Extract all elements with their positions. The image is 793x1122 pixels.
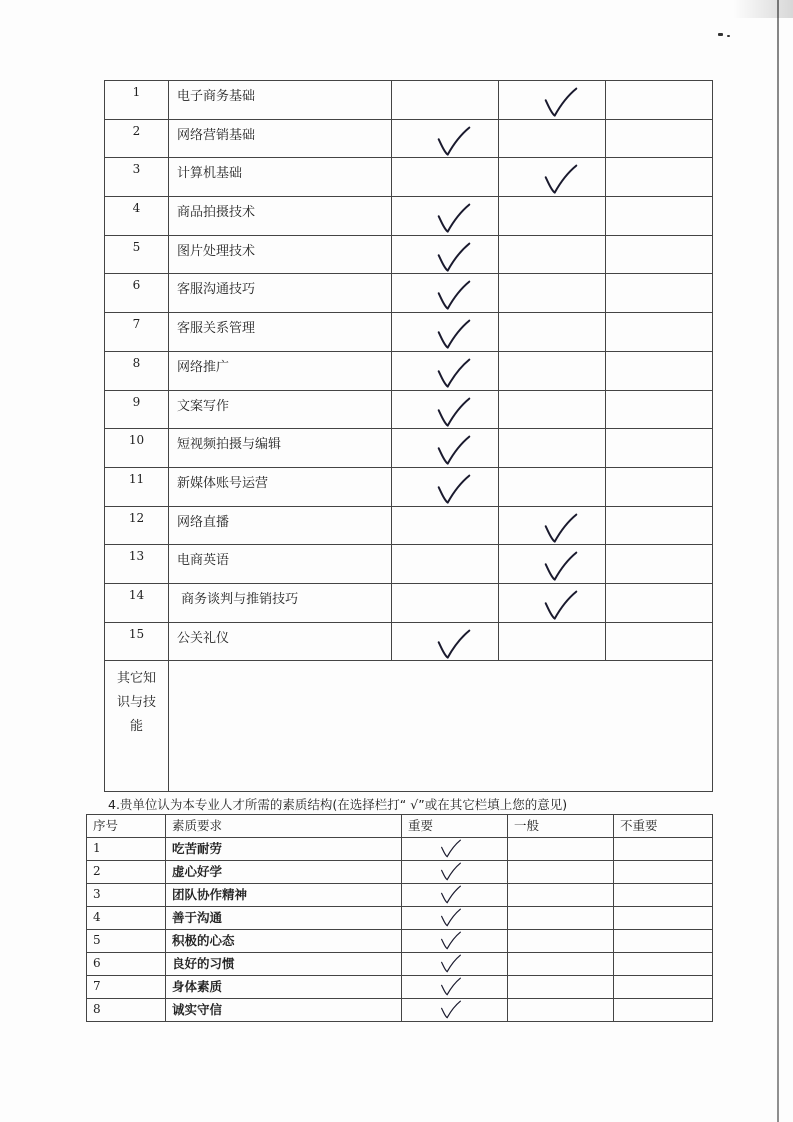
row-number: 4 <box>87 907 166 930</box>
table-row <box>105 390 713 429</box>
row-number: 10 <box>105 429 169 468</box>
row-number: 6 <box>105 274 169 313</box>
other-knowledge-row <box>105 661 713 792</box>
general-cell[interactable] <box>508 884 614 907</box>
table-row <box>87 999 713 1022</box>
not-important-cell[interactable] <box>606 197 713 236</box>
quality-name: 善于沟通 <box>166 907 402 930</box>
checkmark-icon <box>436 317 472 353</box>
row-number: 4 <box>105 197 169 236</box>
scan-speck <box>718 33 723 36</box>
important-cell[interactable] <box>402 976 508 999</box>
important-cell[interactable] <box>402 838 508 861</box>
row-number: 2 <box>105 119 169 158</box>
course-name: 图片处理技术 <box>169 235 392 274</box>
general-cell[interactable] <box>499 235 606 274</box>
course-name: 短视频拍摄与编辑 <box>169 429 392 468</box>
quality-structure-table <box>86 814 713 1022</box>
important-cell[interactable] <box>402 930 508 953</box>
general-cell[interactable] <box>499 81 606 120</box>
course-name: 公关礼仪 <box>169 622 392 661</box>
other-label-line: 能 <box>129 719 143 735</box>
not-important-cell[interactable] <box>606 506 713 545</box>
general-cell[interactable] <box>499 351 606 390</box>
important-cell[interactable] <box>392 119 499 158</box>
knowledge-skills-table <box>104 80 713 792</box>
course-name: 客服沟通技巧 <box>169 274 392 313</box>
row-number: 11 <box>105 467 169 506</box>
row-number: 6 <box>87 953 166 976</box>
important-cell[interactable] <box>392 313 499 352</box>
table-row <box>105 81 713 120</box>
general-cell[interactable] <box>499 583 606 622</box>
header-important: 重要 <box>402 815 508 838</box>
table-row <box>87 884 713 907</box>
quality-name: 良好的习惯 <box>166 953 402 976</box>
important-cell[interactable] <box>392 274 499 313</box>
checkmark-icon <box>436 124 472 160</box>
not-important-cell[interactable] <box>606 429 713 468</box>
course-name: 电子商务基础 <box>169 81 392 120</box>
other-label-line: 识与技 <box>116 695 156 711</box>
not-important-cell[interactable] <box>606 274 713 313</box>
important-cell[interactable] <box>402 884 508 907</box>
checkmark-icon <box>440 884 462 906</box>
important-cell[interactable] <box>402 907 508 930</box>
quality-name: 诚实守信 <box>166 999 402 1022</box>
table-row <box>105 274 713 313</box>
checkmark-icon <box>543 511 579 547</box>
not-important-cell[interactable] <box>614 953 713 976</box>
other-knowledge-label <box>105 661 169 792</box>
not-important-cell[interactable] <box>614 884 713 907</box>
general-cell[interactable] <box>508 976 614 999</box>
quality-name: 吃苦耐劳 <box>166 838 402 861</box>
row-number: 13 <box>105 545 169 584</box>
checkmark-icon <box>440 907 462 929</box>
not-important-cell[interactable] <box>606 545 713 584</box>
checkmark-icon <box>436 356 472 392</box>
course-name: 商务谈判与推销技巧 <box>169 583 392 622</box>
checkmark-icon <box>440 999 462 1021</box>
important-cell[interactable] <box>392 158 499 197</box>
important-cell[interactable] <box>392 235 499 274</box>
important-cell[interactable] <box>402 953 508 976</box>
important-cell[interactable] <box>392 197 499 236</box>
important-cell[interactable] <box>392 429 499 468</box>
general-cell[interactable] <box>508 907 614 930</box>
table-row <box>105 313 713 352</box>
checkmark-icon <box>440 930 462 952</box>
row-number: 5 <box>105 235 169 274</box>
checkmark-icon <box>543 162 579 198</box>
important-cell[interactable] <box>392 81 499 120</box>
table-row <box>87 907 713 930</box>
not-important-cell[interactable] <box>606 81 713 120</box>
not-important-cell[interactable] <box>606 467 713 506</box>
checkmark-icon <box>440 976 462 998</box>
important-cell[interactable] <box>392 545 499 584</box>
row-number: 7 <box>105 313 169 352</box>
row-number: 3 <box>87 884 166 907</box>
table-row <box>105 158 713 197</box>
scan-shadow <box>733 0 793 18</box>
general-cell[interactable] <box>508 861 614 884</box>
table-row <box>105 506 713 545</box>
other-label-line: 其它知 <box>116 671 156 687</box>
course-name: 网络营销基础 <box>169 119 392 158</box>
checkmark-icon <box>436 472 472 508</box>
table-row <box>105 622 713 661</box>
table-row <box>105 235 713 274</box>
checkmark-icon <box>436 627 472 663</box>
quality-name: 虚心好学 <box>166 861 402 884</box>
not-important-cell[interactable] <box>606 235 713 274</box>
course-name: 文案写作 <box>169 390 392 429</box>
checkmark-icon <box>440 861 462 883</box>
general-cell[interactable] <box>508 953 614 976</box>
not-important-cell[interactable] <box>606 351 713 390</box>
row-number: 12 <box>105 506 169 545</box>
table-row <box>105 197 713 236</box>
table-row <box>105 429 713 468</box>
table-row <box>87 838 713 861</box>
general-cell[interactable] <box>508 930 614 953</box>
general-cell[interactable] <box>499 467 606 506</box>
not-important-cell[interactable] <box>606 390 713 429</box>
important-cell[interactable] <box>392 622 499 661</box>
table-row <box>105 119 713 158</box>
table-header-row <box>87 815 713 838</box>
general-cell[interactable] <box>499 429 606 468</box>
general-cell[interactable] <box>508 999 614 1022</box>
not-important-cell[interactable] <box>606 583 713 622</box>
important-cell[interactable] <box>392 390 499 429</box>
row-number: 8 <box>87 999 166 1022</box>
quality-name: 身体素质 <box>166 976 402 999</box>
table-row <box>87 976 713 999</box>
important-cell[interactable] <box>392 506 499 545</box>
header-num: 序号 <box>87 815 166 838</box>
table-row <box>87 953 713 976</box>
not-important-cell[interactable] <box>606 158 713 197</box>
course-name: 网络推广 <box>169 351 392 390</box>
course-name: 新媒体账号运营 <box>169 467 392 506</box>
not-important-cell[interactable] <box>614 976 713 999</box>
checkmark-icon <box>436 433 472 469</box>
table-row <box>105 351 713 390</box>
important-cell[interactable] <box>392 583 499 622</box>
row-number: 7 <box>87 976 166 999</box>
section-4-title: 4.贵单位认为本专业人才所需的素质结构(在选择栏打“ √”或在其它栏填上您的意见) <box>108 797 568 812</box>
table-row <box>105 583 713 622</box>
row-number: 3 <box>105 158 169 197</box>
scan-speck <box>727 35 730 37</box>
course-name: 商品拍摄技术 <box>169 197 392 236</box>
course-name: 客服关系管理 <box>169 313 392 352</box>
header-not-important: 不重要 <box>614 815 713 838</box>
not-important-cell[interactable] <box>614 907 713 930</box>
general-cell[interactable] <box>499 506 606 545</box>
important-cell[interactable] <box>392 467 499 506</box>
row-number: 2 <box>87 861 166 884</box>
general-cell[interactable] <box>499 622 606 661</box>
general-cell[interactable] <box>499 197 606 236</box>
checkmark-icon <box>436 395 472 431</box>
quality-name: 积极的心态 <box>166 930 402 953</box>
row-number: 15 <box>105 622 169 661</box>
knowledge-skills-body <box>105 81 713 792</box>
header-general: 一般 <box>508 815 614 838</box>
not-important-cell[interactable] <box>606 313 713 352</box>
course-name: 网络直播 <box>169 506 392 545</box>
not-important-cell[interactable] <box>614 999 713 1022</box>
not-important-cell[interactable] <box>606 119 713 158</box>
important-cell[interactable] <box>392 351 499 390</box>
checkmark-icon <box>543 588 579 624</box>
quality-name: 团队协作精神 <box>166 884 402 907</box>
row-number: 1 <box>105 81 169 120</box>
row-number: 8 <box>105 351 169 390</box>
course-name: 计算机基础 <box>169 158 392 197</box>
not-important-cell[interactable] <box>606 622 713 661</box>
general-cell[interactable] <box>499 313 606 352</box>
table-row <box>87 930 713 953</box>
header-quality: 素质要求 <box>166 815 402 838</box>
scan-edge <box>777 0 779 1122</box>
important-cell[interactable] <box>402 861 508 884</box>
checkmark-icon <box>436 240 472 276</box>
other-knowledge-input[interactable] <box>169 661 713 792</box>
row-number: 1 <box>87 838 166 861</box>
table-row <box>105 545 713 584</box>
checkmark-icon <box>543 549 579 585</box>
not-important-cell[interactable] <box>614 838 713 861</box>
course-name: 电商英语 <box>169 545 392 584</box>
checkmark-icon <box>440 838 462 860</box>
checkmark-icon <box>543 85 579 121</box>
not-important-cell[interactable] <box>614 930 713 953</box>
row-number: 5 <box>87 930 166 953</box>
row-number: 14 <box>105 583 169 622</box>
general-cell[interactable] <box>499 545 606 584</box>
checkmark-icon <box>436 278 472 314</box>
general-cell[interactable] <box>499 158 606 197</box>
table-row <box>105 467 713 506</box>
checkmark-icon <box>440 953 462 975</box>
table-row <box>87 861 713 884</box>
general-cell[interactable] <box>499 274 606 313</box>
general-cell[interactable] <box>499 119 606 158</box>
general-cell[interactable] <box>499 390 606 429</box>
general-cell[interactable] <box>508 838 614 861</box>
important-cell[interactable] <box>402 999 508 1022</box>
checkmark-icon <box>436 201 472 237</box>
not-important-cell[interactable] <box>614 861 713 884</box>
row-number: 9 <box>105 390 169 429</box>
